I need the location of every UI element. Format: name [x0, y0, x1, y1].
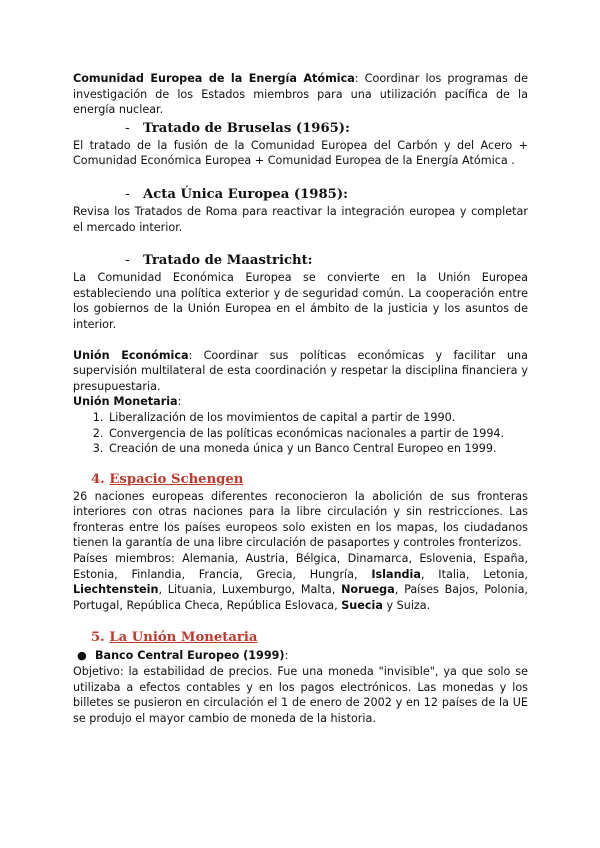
treaty-text-bruselas: El tratado de la fusión de la Comunidad Europea del Carbón y del Acero + Comunidad Económica Europea + Comunidad Europea de la Energía Atómica . [73, 138, 528, 168]
list-item: 1. Liberalización de los movimientos de capital a partir de 1990. [107, 410, 528, 426]
list-item: 2. Convergencia de las políticas económicas nacionales a partir de 1994. [107, 426, 528, 442]
treaty-heading-acta-unica: - Acta Única Europea (1985): [125, 186, 348, 202]
schengen-members: Países miembros: Alemania, Austria, Bélgica, Dinamarca, Eslovenia, España, Estonia, Finlandia, Francia, Grecia, Hungría, Islandia, Italia, Letonia, Liechtenstein, Lituania, Luxemburgo, Malta, Noruega, Países Bajos, Polonia, Portugal, República Checa, República Eslovaca, Suecia y Suiza. [73, 552, 528, 612]
list-item: 3. Creación de una moneda única y un Banco Central Europeo en 1999. [107, 441, 528, 457]
monetary-union-list [73, 410, 528, 457]
bce-heading: ● Banco Central Europeo (1999): [73, 648, 528, 664]
treaty-heading-maastricht: - Tratado de Maastricht: [125, 253, 313, 269]
economic-union-term: Unión Económica [73, 348, 189, 362]
bullet-icon: ● [77, 649, 87, 663]
euratom-paragraph [73, 71, 528, 118]
schengen-paragraph: 26 naciones europeas diferentes reconocieron la abolición de sus fronteras interiores con otras naciones para la libre circulación y sin restricciones. Las fronteras entre los países europeos solo existen en los mapas, los ciudadanos tienen la garantía de una libre circulación de pasaportes y controles fronterizos. [73, 489, 528, 550]
euratom-term: Comunidad Europea de la Energía Atómica [73, 72, 355, 85]
euratom-text: : Coordinar los programas de investigación de los Estados miembros para una utilización pacífica de la energía nuclear. [73, 72, 528, 117]
monetary-union-heading: Unión Monetaria: [73, 395, 182, 409]
treaty-text-acta-unica: Revisa los Tratados de Roma para reactivar la integración europea y completar el mercado interior. [73, 204, 528, 234]
section-heading-monetary: 5. La Unión Monetaria [91, 630, 258, 646]
section-heading-schengen: 4. Espacio Schengen [91, 471, 244, 487]
bce-paragraph: Objetivo: la estabilidad de precios. Fue una moneda "invisible", ya que solo se utilizaba a efectos contables y en los pagos electrónicos. Las monedas y los billetes se pusieron en circulación el 1 de enero de 2002 y en 12 países de la UE se produjo el mayor cambio de moneda de la historia. [73, 665, 528, 725]
document-page [73, 71, 528, 726]
treaty-heading-bruselas: - Tratado de Bruselas (1965): [125, 120, 350, 136]
treaty-text-maastricht: La Comunidad Económica Europea se convierte en la Unión Europea estableciendo una política exterior y de seguridad común. La cooperación entre los gobiernos de la Unión Europea en el ámbito de la justicia y los asuntos de interior. [73, 271, 528, 331]
economic-union-paragraph: Unión Económica: Coordinar sus políticas económicas y facilitar una supervisión multilateral de esta coordinación y respetar la disciplina financiera y presupuestaria. [73, 348, 528, 393]
